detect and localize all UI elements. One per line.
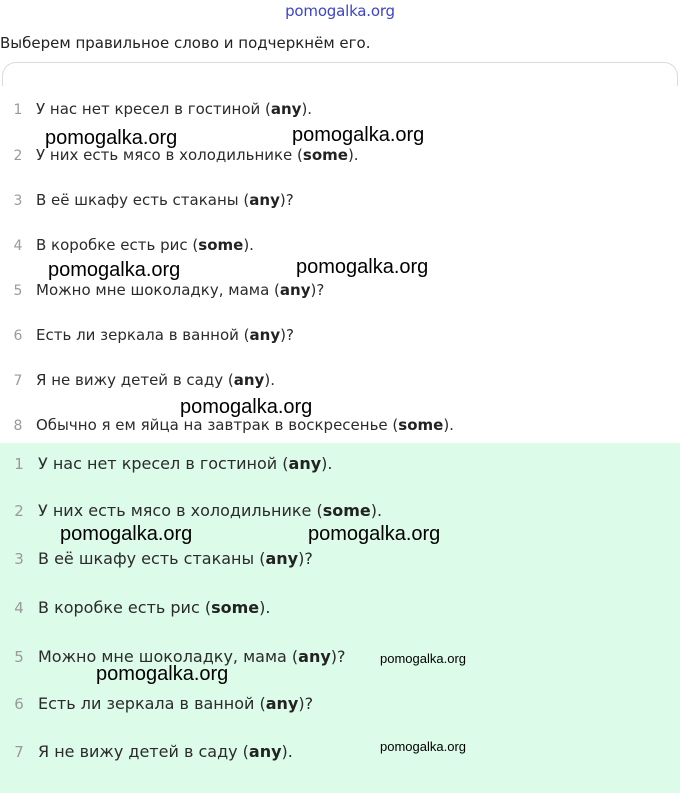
answer-word: some	[198, 236, 244, 254]
item-text: Можно мне шоколадку, мама (any)?	[38, 647, 346, 666]
list-item	[0, 371, 275, 389]
list-item	[0, 454, 332, 473]
item-text: Обычно я ем яйца на завтрак в воскресенье (some).	[36, 416, 454, 434]
item-number: 4	[14, 599, 24, 617]
answer-word: any	[298, 647, 331, 666]
item-number: 8	[13, 418, 23, 434]
answer-word: some	[322, 501, 371, 520]
answer-word: any	[265, 694, 299, 713]
answer-word: any	[233, 371, 265, 389]
item-number: 1	[14, 455, 24, 473]
item-text: Я не вижу детей в саду (any).	[36, 371, 275, 389]
answer-word: some	[211, 598, 260, 617]
answer-word: any	[265, 549, 299, 568]
watermark: pomogalka.org	[96, 663, 229, 685]
watermark: pomogalka.org	[380, 651, 466, 666]
list-item	[0, 501, 382, 520]
watermark: pomogalka.org	[292, 124, 425, 146]
item-text: У нас нет кресел в гостиной (any).	[38, 454, 333, 473]
item-number: 3	[14, 550, 24, 568]
item-text: У них есть мясо в холодильнике (some).	[36, 146, 359, 164]
list-item	[0, 100, 312, 118]
answer-word: any	[249, 326, 281, 344]
answer-word: any	[248, 742, 282, 761]
item-number: 6	[14, 695, 24, 713]
answer-word: any	[279, 281, 311, 299]
list-item	[0, 694, 313, 713]
list-item	[0, 236, 254, 254]
watermark: pomogalka.org	[180, 396, 313, 418]
card-border	[2, 62, 678, 86]
item-text: В её шкафу есть стаканы (any)?	[36, 191, 294, 209]
item-number: 6	[13, 328, 23, 344]
item-number: 2	[14, 502, 24, 520]
item-number: 1	[13, 102, 23, 118]
watermark: pomogalka.org	[45, 127, 178, 149]
item-number: 7	[13, 373, 23, 389]
answer-word: any	[249, 191, 280, 209]
item-text: Можно мне шоколадку, мама (any)?	[36, 281, 325, 299]
watermark: pomogalka.org	[48, 259, 181, 281]
watermark: pomogalka.org	[380, 739, 466, 754]
answer-word: some	[398, 416, 444, 434]
item-number: 5	[14, 648, 24, 666]
answer-word: some	[302, 146, 348, 164]
list-item	[0, 281, 324, 299]
list-item	[0, 326, 294, 344]
answer-section	[0, 443, 680, 793]
item-number: 7	[14, 743, 24, 761]
answer-word: any	[270, 100, 302, 118]
answer-word: any	[288, 454, 322, 473]
item-text: У нас нет кресел в гостиной (any).	[36, 100, 313, 118]
instruction-text: Выберем правильное слово и подчеркнём его.	[0, 34, 371, 52]
item-text: В коробке есть рис (some).	[38, 598, 271, 617]
item-number: 4	[13, 238, 23, 254]
item-text: У них есть мясо в холодильнике (some).	[38, 501, 383, 520]
watermark: pomogalka.org	[308, 523, 441, 545]
item-number: 3	[13, 193, 23, 209]
item-text: Есть ли зеркала в ванной (any)?	[36, 326, 294, 344]
item-number: 2	[13, 148, 23, 164]
item-number: 5	[13, 283, 23, 299]
list-item	[0, 549, 313, 568]
list-item	[0, 742, 293, 761]
header-watermark: pomogalka.org	[285, 2, 395, 20]
item-text: Есть ли зеркала в ванной (any)?	[38, 694, 314, 713]
list-item	[0, 191, 294, 209]
watermark: pomogalka.org	[60, 523, 193, 545]
item-text: Я не вижу детей в саду (any).	[38, 742, 293, 761]
list-item	[0, 598, 270, 617]
item-text: В её шкафу есть стаканы (any)?	[38, 549, 313, 568]
watermark: pomogalka.org	[296, 256, 429, 278]
item-text: В коробке есть рис (some).	[36, 236, 254, 254]
